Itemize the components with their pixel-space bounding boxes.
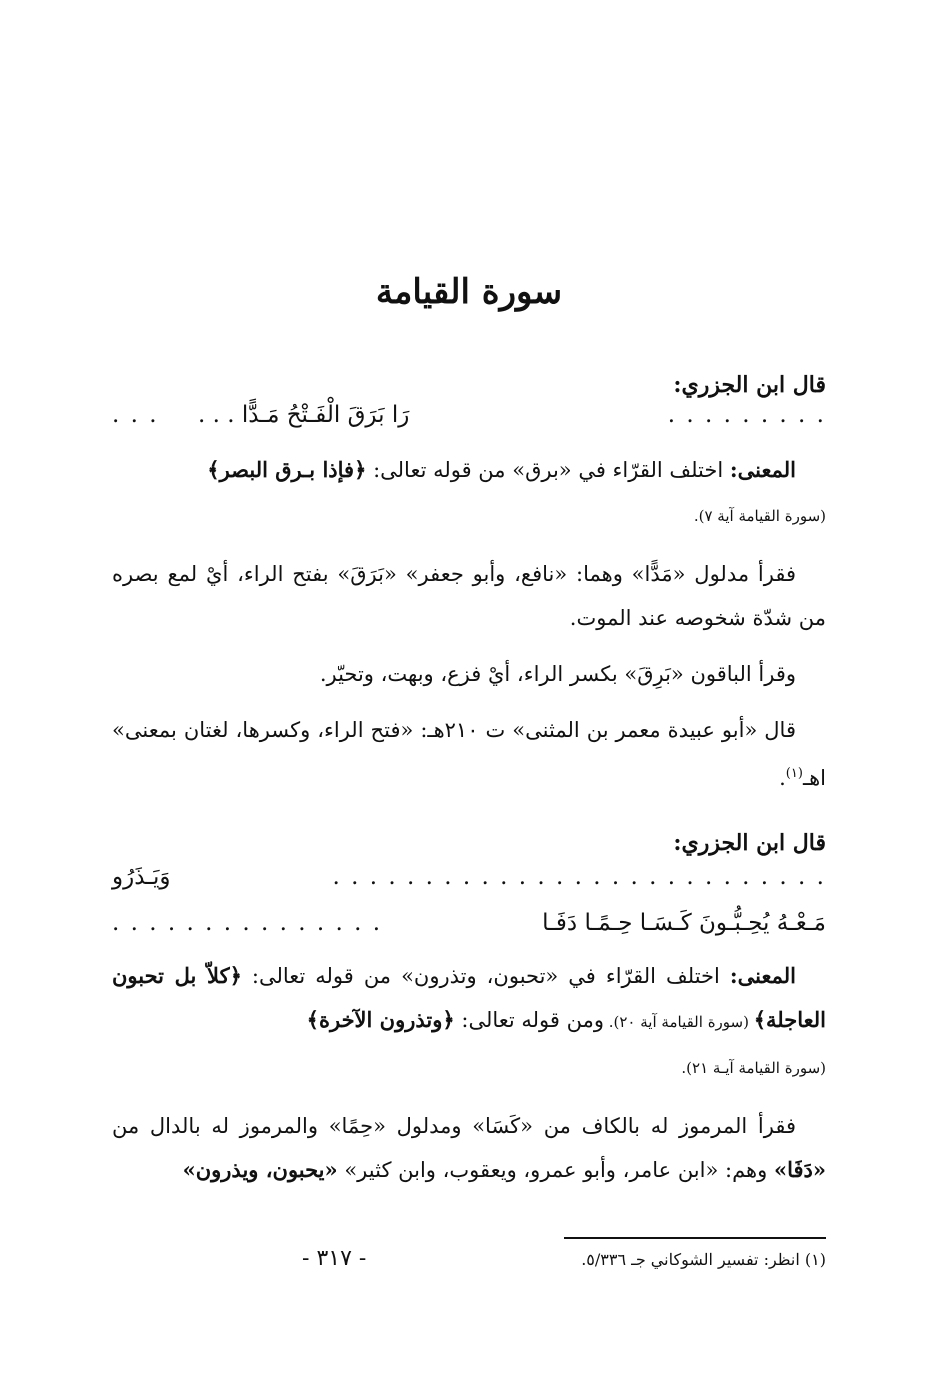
verse-text: رَا بَرَقَ الْفَـتْحُ مَـدًّا . . .	[198, 402, 410, 428]
quran-ref-2: (سورة القيامة آيـة ٢١).	[681, 1059, 826, 1077]
footnote-divider	[564, 1237, 826, 1239]
section-1	[112, 372, 826, 800]
section-1-paragraph-4	[112, 708, 826, 800]
meaning-lead: المعنى:	[729, 963, 796, 988]
quran-quote: ﴿فإذا بـرق البصر﴾	[207, 457, 367, 482]
verse-text-2: مَـعْـهُ يُحِـبُّـونَ كَـسَـا حِـمًـا دَفَـا	[542, 910, 826, 936]
page-footer	[112, 1246, 826, 1286]
quran-quote-2: ﴿وتذرون الآخرة﴾	[306, 1007, 455, 1032]
verse-dots-2: . . . . . . . . . . . . . . .	[112, 910, 383, 936]
section-1-meaning	[112, 448, 826, 538]
meaning-body-1: اختلف القرّاء في «تحبون، وتذرون» من قوله تعالى:	[241, 964, 730, 988]
section-1-paragraph-2: فقرأ مدلول «مَدًّا» وهما: «نافع، وأبو جعفر» «بَرَقَ» بفتح الراء، أيْ لمع بصره من شدّة شخوصه عند الموت.	[112, 562, 826, 630]
section-2	[112, 830, 826, 1192]
quran-quote-1: ﴿كلاّ بل تحبون العاجلة﴾	[112, 963, 826, 1032]
meaning-lead: المعنى:	[729, 457, 796, 482]
quran-ref-1: (سورة القيامة آية ٢٠).	[603, 1013, 754, 1031]
footnote-marker: (١)	[785, 766, 803, 781]
paragraph-2-text-2: وهم: «ابن عامر، وأبو عمرو، ويعقوب، وابن كثير»	[337, 1158, 774, 1182]
quran-ref: (سورة القيامة آية ٧).	[693, 507, 826, 525]
footnote: (١) انظر: تفسير الشوكاني جـ ٥/٣٣٦.	[581, 1250, 826, 1269]
section-2-label: قال ابن الجزري:	[673, 830, 826, 856]
verse-dots-right: . . . . . . . . .	[667, 402, 826, 428]
section-1-verse-line	[112, 402, 826, 442]
section-1-label: قال ابن الجزري:	[673, 372, 826, 398]
document-page	[112, 0, 826, 1374]
paragraph-4-end: .	[779, 766, 786, 790]
section-1-paragraph-3: وقرأ الباقون «بَرِقَ» بكسر الراء، أيْ فزع، وبهت، وتحيّر.	[319, 662, 796, 686]
verse-dots-left: . . .	[112, 402, 159, 428]
verse-text-1: وَيَـذَرُو	[112, 864, 171, 890]
paragraph-2-text-1: فقرأ المرموز له بالكاف من «كَسَا» ومدلول «حِمًا» والمرموز له بالدال من	[112, 1114, 796, 1138]
paragraph-4-text: قال «أبو عبيدة معمر بن المثنى» ت ٢١٠هـ: «فتح الراء، وكسرها، لغتان بمعنى» اهـ	[112, 718, 826, 790]
paragraph-2-bold-1: «دَفَا»	[773, 1157, 826, 1182]
page-number: - ٣١٧ -	[302, 1246, 367, 1271]
section-2-paragraph-2	[112, 1104, 826, 1192]
section-2-verse-line-2	[112, 910, 826, 950]
verse-dots-1: . . . . . . . . . . . . . . . . . . . . . . . . . . .	[332, 864, 826, 890]
section-2-verse-line-1	[112, 864, 826, 904]
surah-title: سورة القيامة	[375, 272, 563, 312]
paragraph-2-bold-2: «يحبون، ويذرون»	[182, 1157, 338, 1182]
meaning-body-2: ومن قوله تعالى:	[454, 1008, 604, 1032]
meaning-body: اختلف القرّاء في «برق» من قوله تعالى:	[366, 458, 730, 482]
section-2-meaning	[112, 954, 826, 1090]
